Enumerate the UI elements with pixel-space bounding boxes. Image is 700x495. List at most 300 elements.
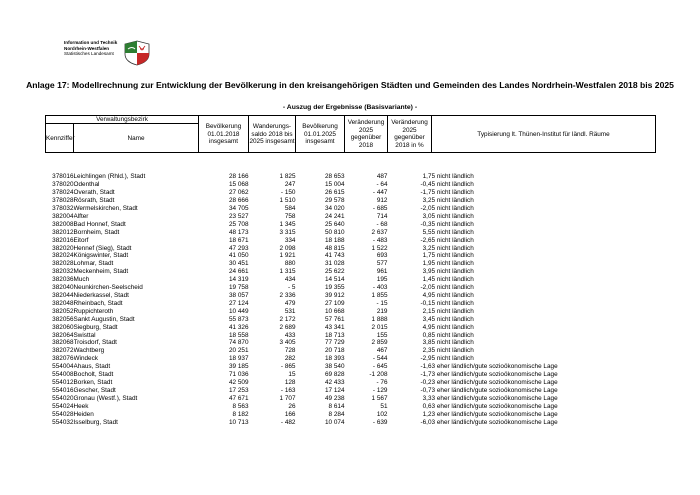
header-bevoelkerung-2025: Bevölkerung 01.01.2025 insgesamt xyxy=(296,116,345,153)
cell-bevoelkerung-2025: 25 622 xyxy=(324,268,345,276)
cell-typisierung: 5 nicht ländlich xyxy=(431,244,474,252)
header-verwaltungsbezirk: Verwaltungsbezirk xyxy=(46,116,199,124)
nrw-crest-icon xyxy=(122,40,152,66)
cell-veraenderung: - 129 xyxy=(372,386,388,394)
cell-bevoelkerung-2025: 8 614 xyxy=(328,402,345,410)
cell-veraenderung: 714 xyxy=(376,212,388,220)
cell-veraenderung-prozent: 4,9 xyxy=(422,292,432,299)
cell-bevoelkerung-2025: 28 653 xyxy=(324,173,345,181)
cell-bevoelkerung-2025: 20 718 xyxy=(324,347,345,355)
cell-wanderungssaldo: 1 315 xyxy=(279,268,296,276)
cell-kennziffer: 382012 xyxy=(52,228,74,236)
cell-veraenderung: 155 xyxy=(376,331,388,339)
page-title: Anlage 17: Modellrechnung zur Entwicklung der Bevölkerung in den kreisangehörigen Städten und Gemeinden des Landes Nordrhein-Westfalen 2018 bis 2025 xyxy=(26,80,674,90)
cell-wanderungssaldo: 166 xyxy=(284,410,296,418)
cell-bevoelkerung-2025: 24 241 xyxy=(324,212,345,220)
cell-veraenderung: 219 xyxy=(376,307,388,315)
table-row xyxy=(46,245,656,253)
cell-veraenderung-prozent: 1,9 xyxy=(422,260,432,268)
cell-bevoelkerung-2025: 27 109 xyxy=(324,299,345,307)
cell-bevoelkerung-2018: 42 509 xyxy=(228,378,249,386)
cell-kennziffer: 554020 xyxy=(52,394,74,402)
cell-typisierung: 5 nicht ländlich xyxy=(431,252,474,260)
cell-name: Heek xyxy=(73,402,89,410)
cell-bevoelkerung-2018: 19 758 xyxy=(228,284,249,292)
cell-kennziffer: 382028 xyxy=(52,260,74,268)
cell-typisierung: 3 eher ländlich/gute sozioökonomische Lage xyxy=(431,363,558,371)
cell-wanderungssaldo: 728 xyxy=(284,347,296,355)
cell-kennziffer: 378024 xyxy=(52,189,74,197)
cell-kennziffer: 382060 xyxy=(52,323,74,331)
cell-name: Niederkassel, Stadt xyxy=(73,292,129,299)
cell-typisierung: 5 nicht ländlich xyxy=(431,355,474,363)
cell-typisierung: 3 eher ländlich/gute sozioökonomische Lage xyxy=(431,371,558,379)
cell-wanderungssaldo: - 5 xyxy=(288,284,296,292)
cell-veraenderung: - 15 xyxy=(376,299,388,307)
cell-bevoelkerung-2018: 30 451 xyxy=(228,260,249,268)
org-line-3: Statistisches Landesamt xyxy=(64,51,114,57)
table-row xyxy=(46,355,656,363)
cell-bevoelkerung-2025: 42 433 xyxy=(324,378,345,386)
cell-name: Windeck xyxy=(73,355,99,363)
cell-kennziffer: 554004 xyxy=(52,363,74,371)
cell-bevoelkerung-2025: 26 615 xyxy=(324,189,345,197)
cell-veraenderung: 195 xyxy=(376,276,388,284)
cell-typisierung: 5 nicht ländlich xyxy=(431,284,474,292)
table-row xyxy=(46,371,656,379)
cell-bevoelkerung-2025: 34 020 xyxy=(324,205,345,213)
cell-bevoelkerung-2025: 49 238 xyxy=(324,394,345,402)
header-logo xyxy=(64,40,152,66)
table-row xyxy=(46,276,656,284)
cell-bevoelkerung-2018: 27 124 xyxy=(228,299,249,307)
cell-veraenderung-prozent: 3,2 xyxy=(422,197,432,205)
cell-typisierung: 5 nicht ländlich xyxy=(431,189,474,197)
cell-veraenderung: 1 567 xyxy=(371,394,388,402)
cell-name: Wermelskirchen, Stadt xyxy=(73,205,138,213)
cell-bevoelkerung-2025: 50 810 xyxy=(324,228,345,236)
cell-kennziffer: 382056 xyxy=(52,315,74,323)
cell-veraenderung: - 68 xyxy=(376,220,388,228)
cell-veraenderung-prozent: -0,1 xyxy=(420,299,432,307)
cell-typisierung: 5 nicht ländlich xyxy=(431,347,474,355)
cell-name: Troisdorf, Stadt xyxy=(73,339,117,347)
cell-bevoelkerung-2018: 8 182 xyxy=(232,410,249,418)
cell-name: Ruppichteroth xyxy=(73,307,114,315)
cell-name: Swisttal xyxy=(73,331,96,339)
org-line-2: Nordrhein-Westfalen xyxy=(64,45,110,51)
cell-wanderungssaldo: 334 xyxy=(284,236,296,244)
cell-veraenderung: 1 522 xyxy=(371,244,388,252)
cell-wanderungssaldo: 3 405 xyxy=(279,339,296,347)
table-row xyxy=(46,237,656,245)
cell-veraenderung-prozent: 0,6 xyxy=(422,402,432,410)
table-row xyxy=(46,268,656,276)
cell-kennziffer: 378032 xyxy=(52,205,74,213)
cell-bevoelkerung-2018: 8 563 xyxy=(232,402,249,410)
cell-name: Siegburg, Stadt xyxy=(73,323,118,331)
table-row xyxy=(46,300,656,308)
cell-typisierung: 3 eher ländlich/gute sozioökonomische Lage xyxy=(431,386,558,394)
cell-wanderungssaldo: 1 510 xyxy=(279,197,296,205)
cell-typisierung: 5 nicht ländlich xyxy=(431,299,474,307)
cell-kennziffer: 378020 xyxy=(52,181,74,189)
cell-typisierung: 5 nicht ländlich xyxy=(431,268,474,276)
cell-bevoelkerung-2018: 28 166 xyxy=(228,173,249,181)
cell-wanderungssaldo: 1 921 xyxy=(279,252,296,260)
cell-veraenderung-prozent: -1,7 xyxy=(420,189,432,197)
cell-name: Königswinter, Stadt xyxy=(73,252,129,260)
cell-kennziffer: 554008 xyxy=(52,371,74,379)
cell-bevoelkerung-2018: 28 666 xyxy=(228,197,249,205)
cell-name: Wachtberg xyxy=(73,347,105,355)
cell-veraenderung: 693 xyxy=(376,252,388,260)
cell-name: Much xyxy=(73,276,90,284)
cell-wanderungssaldo: 880 xyxy=(284,260,296,268)
cell-veraenderung: 912 xyxy=(376,197,388,205)
table-row xyxy=(46,292,656,300)
cell-typisierung: 3 eher ländlich/gute sozioökonomische Lage xyxy=(431,418,558,426)
cell-veraenderung-prozent: 3,0 xyxy=(422,212,432,220)
cell-kennziffer: 382036 xyxy=(52,276,74,284)
cell-typisierung: 5 nicht ländlich xyxy=(431,292,474,299)
cell-wanderungssaldo: 3 315 xyxy=(279,228,296,236)
table-row xyxy=(46,324,656,332)
cell-bevoelkerung-2025: 77 729 xyxy=(324,339,345,347)
table-row xyxy=(46,308,656,316)
header-typisierung: Typisierung lt. Thünen-Institut für ländl. Räume xyxy=(432,116,656,153)
cell-bevoelkerung-2025: 39 912 xyxy=(324,292,345,299)
table-row xyxy=(46,395,656,403)
cell-bevoelkerung-2025: 38 540 xyxy=(324,363,345,371)
cell-bevoelkerung-2018: 34 705 xyxy=(228,205,249,213)
cell-wanderungssaldo: 2 336 xyxy=(279,292,296,299)
cell-veraenderung-prozent: 1,7 xyxy=(422,173,432,181)
cell-veraenderung: 487 xyxy=(376,173,388,181)
cell-veraenderung: 1 855 xyxy=(371,292,388,299)
cell-typisierung: 5 nicht ländlich xyxy=(431,228,474,236)
cell-typisierung: 5 nicht ländlich xyxy=(431,181,474,189)
cell-wanderungssaldo: - 163 xyxy=(280,386,296,394)
cell-bevoelkerung-2018: 10 713 xyxy=(228,418,249,426)
cell-bevoelkerung-2025: 69 828 xyxy=(324,371,345,379)
cell-name: Overath, Stadt xyxy=(73,189,115,197)
cell-wanderungssaldo: 584 xyxy=(284,205,296,213)
cell-name: Gescher, Stadt xyxy=(73,386,116,394)
header-veraenderung: Veränderung 2025 gegenüber 2018 xyxy=(345,116,388,153)
cell-kennziffer: 382032 xyxy=(52,268,74,276)
cell-wanderungssaldo: - 865 xyxy=(280,363,296,371)
table-row xyxy=(46,189,656,197)
cell-veraenderung-prozent: -2,6 xyxy=(420,236,432,244)
cell-kennziffer: 382020 xyxy=(52,244,74,252)
cell-veraenderung: - 403 xyxy=(372,284,388,292)
cell-veraenderung-prozent: 5,5 xyxy=(422,228,432,236)
cell-bevoelkerung-2018: 14 319 xyxy=(228,276,249,284)
cell-bevoelkerung-2018: 24 661 xyxy=(228,268,249,276)
cell-bevoelkerung-2018: 47 671 xyxy=(228,394,249,402)
table-row xyxy=(46,173,656,181)
cell-bevoelkerung-2025: 15 004 xyxy=(324,181,345,189)
cell-name: Sankt Augustin, Stadt xyxy=(73,315,135,323)
table-row xyxy=(46,419,656,427)
cell-wanderungssaldo: 15 xyxy=(288,371,296,379)
cell-kennziffer: 554012 xyxy=(52,378,74,386)
table-row xyxy=(46,379,656,387)
cell-name: Bornheim, Stadt xyxy=(73,228,120,236)
cell-typisierung: 5 nicht ländlich xyxy=(431,276,474,284)
cell-bevoelkerung-2018: 27 062 xyxy=(228,189,249,197)
cell-typisierung: 5 nicht ländlich xyxy=(431,212,474,220)
cell-veraenderung: 2 859 xyxy=(371,339,388,347)
cell-veraenderung-prozent: 4,9 xyxy=(422,323,432,331)
cell-typisierung: 5 nicht ländlich xyxy=(431,260,474,268)
cell-bevoelkerung-2018: 71 036 xyxy=(228,371,249,379)
cell-veraenderung: 2 637 xyxy=(371,228,388,236)
cell-name: Eitorf xyxy=(73,236,89,244)
table-row xyxy=(46,229,656,237)
table-row xyxy=(46,213,656,221)
cell-wanderungssaldo: 247 xyxy=(284,181,296,189)
table-row xyxy=(46,403,656,411)
table-row xyxy=(46,197,656,205)
cell-veraenderung-prozent: 2,3 xyxy=(422,347,432,355)
cell-wanderungssaldo: - 150 xyxy=(280,189,296,197)
cell-name: Gronau (Westf.), Stadt xyxy=(73,394,138,402)
cell-veraenderung-prozent: 3,8 xyxy=(422,339,432,347)
cell-name: Rheinbach, Stadt xyxy=(73,299,123,307)
cell-bevoelkerung-2025: 29 578 xyxy=(324,197,345,205)
cell-veraenderung-prozent: 1,4 xyxy=(422,276,432,284)
organization-name xyxy=(64,40,117,57)
cell-kennziffer: 382072 xyxy=(52,347,74,355)
cell-name: Alfter xyxy=(73,212,89,220)
table-row xyxy=(46,260,656,268)
table-row xyxy=(46,181,656,189)
cell-bevoelkerung-2018: 17 253 xyxy=(228,386,249,394)
header-bevoelkerung-2018: Bevölkerung 01.01.2018 insgesamt xyxy=(199,116,249,153)
cell-typisierung: 5 nicht ländlich xyxy=(431,307,474,315)
cell-bevoelkerung-2018: 41 050 xyxy=(228,252,249,260)
cell-bevoelkerung-2018: 48 173 xyxy=(228,228,249,236)
cell-bevoelkerung-2025: 18 393 xyxy=(324,355,345,363)
cell-veraenderung: - 76 xyxy=(376,378,388,386)
table-row xyxy=(46,205,656,213)
cell-veraenderung: - 685 xyxy=(372,205,388,213)
cell-veraenderung-prozent: 2,1 xyxy=(422,307,432,315)
cell-bevoelkerung-2018: 20 251 xyxy=(228,347,249,355)
cell-bevoelkerung-2018: 47 293 xyxy=(228,244,249,252)
cell-veraenderung: 51 xyxy=(380,402,388,410)
cell-kennziffer: 382024 xyxy=(52,252,74,260)
cell-name: Neunkirchen-Seelscheid xyxy=(73,284,143,292)
table-row xyxy=(46,387,656,395)
cell-wanderungssaldo: 531 xyxy=(284,307,296,315)
cell-kennziffer: 554032 xyxy=(52,418,74,426)
cell-veraenderung: 102 xyxy=(376,410,388,418)
population-table xyxy=(45,115,656,426)
cell-wanderungssaldo: 2 172 xyxy=(279,315,296,323)
cell-bevoelkerung-2025: 8 284 xyxy=(328,410,345,418)
org-line-1: Information und Technik xyxy=(64,40,118,45)
cell-kennziffer: 382052 xyxy=(52,307,74,315)
header-veraenderung-prozent: Veränderung 2025 gegenüber 2018 in % xyxy=(388,116,432,153)
cell-name: Lohmar, Stadt xyxy=(73,260,114,268)
table-row xyxy=(46,284,656,292)
cell-name: Isselburg, Stadt xyxy=(73,418,118,426)
table-row xyxy=(46,339,656,347)
cell-wanderungssaldo: 1 825 xyxy=(279,173,296,181)
cell-veraenderung: - 544 xyxy=(372,355,388,363)
cell-bevoelkerung-2018: 10 449 xyxy=(228,307,249,315)
cell-kennziffer: 378016 xyxy=(52,173,74,181)
cell-kennziffer: 382008 xyxy=(52,220,74,228)
cell-kennziffer: 382016 xyxy=(52,236,74,244)
cell-veraenderung: - 447 xyxy=(372,189,388,197)
cell-bevoelkerung-2025: 19 355 xyxy=(324,284,345,292)
cell-bevoelkerung-2018: 38 057 xyxy=(228,292,249,299)
cell-bevoelkerung-2025: 48 815 xyxy=(324,244,345,252)
cell-veraenderung: - 64 xyxy=(376,181,388,189)
cell-veraenderung: -1 208 xyxy=(369,371,388,379)
cell-veraenderung-prozent: 3,4 xyxy=(422,315,432,323)
cell-veraenderung-prozent: -1,6 xyxy=(420,363,432,371)
cell-bevoelkerung-2018: 18 937 xyxy=(228,355,249,363)
cell-bevoelkerung-2025: 25 640 xyxy=(324,220,345,228)
cell-name: Bocholt, Stadt xyxy=(73,371,114,379)
cell-wanderungssaldo: 26 xyxy=(288,402,296,410)
cell-name: Meckenheim, Stadt xyxy=(73,268,129,276)
cell-bevoelkerung-2025: 10 668 xyxy=(324,307,345,315)
cell-name: Ahaus, Stadt xyxy=(73,363,111,371)
table-row xyxy=(46,347,656,355)
cell-veraenderung: - 639 xyxy=(372,418,388,426)
cell-wanderungssaldo: 1 345 xyxy=(279,220,296,228)
cell-wanderungssaldo: 128 xyxy=(284,378,296,386)
cell-bevoelkerung-2025: 14 514 xyxy=(324,276,345,284)
cell-kennziffer: 382044 xyxy=(52,292,74,299)
cell-bevoelkerung-2018: 55 873 xyxy=(228,315,249,323)
cell-bevoelkerung-2018: 25 708 xyxy=(228,220,249,228)
cell-veraenderung-prozent: 1,7 xyxy=(422,252,432,260)
table-row xyxy=(46,252,656,260)
cell-kennziffer: 378028 xyxy=(52,197,74,205)
cell-bevoelkerung-2018: 41 326 xyxy=(228,323,249,331)
cell-typisierung: 5 nicht ländlich xyxy=(431,331,474,339)
cell-veraenderung: 577 xyxy=(376,260,388,268)
header-kennziffer: Kennziffer xyxy=(46,124,74,153)
cell-wanderungssaldo: 2 098 xyxy=(279,244,296,252)
cell-bevoelkerung-2025: 18 188 xyxy=(324,236,345,244)
cell-bevoelkerung-2025: 43 341 xyxy=(324,323,345,331)
table-row xyxy=(46,316,656,324)
cell-bevoelkerung-2025: 17 124 xyxy=(324,386,345,394)
cell-wanderungssaldo: 282 xyxy=(284,355,296,363)
cell-veraenderung-prozent: 3,3 xyxy=(422,394,432,402)
cell-name: Leichlingen (Rhld.), Stadt xyxy=(73,173,146,181)
cell-bevoelkerung-2025: 10 074 xyxy=(324,418,345,426)
cell-kennziffer: 382076 xyxy=(52,355,74,363)
cell-typisierung: 5 nicht ländlich xyxy=(431,173,474,181)
cell-wanderungssaldo: - 482 xyxy=(280,418,296,426)
cell-name: Odenthal xyxy=(73,181,100,189)
cell-name: Hennef (Sieg), Stadt xyxy=(73,244,132,252)
header-name: Name xyxy=(74,124,199,153)
cell-bevoelkerung-2025: 31 028 xyxy=(324,260,345,268)
cell-veraenderung-prozent: 0,8 xyxy=(422,331,432,339)
cell-bevoelkerung-2018: 18 671 xyxy=(228,236,249,244)
cell-veraenderung-prozent: -0,7 xyxy=(420,386,432,394)
cell-name: Bad Honnef, Stadt xyxy=(73,220,126,228)
cell-bevoelkerung-2025: 18 713 xyxy=(324,331,345,339)
cell-bevoelkerung-2025: 41 743 xyxy=(324,252,345,260)
cell-wanderungssaldo: 758 xyxy=(284,212,296,220)
cell-bevoelkerung-2018: 18 558 xyxy=(228,331,249,339)
cell-kennziffer: 382068 xyxy=(52,339,74,347)
cell-typisierung: 3 eher ländlich/gute sozioökonomische Lage xyxy=(431,394,558,402)
cell-veraenderung: 961 xyxy=(376,268,388,276)
cell-kennziffer: 554016 xyxy=(52,386,74,394)
cell-veraenderung-prozent: 3,9 xyxy=(422,268,432,276)
cell-typisierung: 3 eher ländlich/gute sozioökonomische Lage xyxy=(431,402,558,410)
cell-wanderungssaldo: 479 xyxy=(284,299,296,307)
cell-typisierung: 3 eher ländlich/gute sozioökonomische Lage xyxy=(431,410,558,418)
cell-veraenderung: - 645 xyxy=(372,363,388,371)
cell-veraenderung-prozent: 3,2 xyxy=(422,244,432,252)
cell-typisierung: 5 nicht ländlich xyxy=(431,323,474,331)
cell-veraenderung-prozent: -6,0 xyxy=(420,418,432,426)
cell-typisierung: 5 nicht ländlich xyxy=(431,205,474,213)
cell-bevoelkerung-2025: 57 761 xyxy=(324,315,345,323)
header-wanderungssaldo: Wanderungs-saldo 2018 bis 2025 insgesamt xyxy=(249,116,296,153)
cell-typisierung: 5 nicht ländlich xyxy=(431,339,474,347)
cell-typisierung: 5 nicht ländlich xyxy=(431,315,474,323)
cell-bevoelkerung-2018: 23 527 xyxy=(228,212,249,220)
table-body xyxy=(46,153,656,427)
cell-kennziffer: 554024 xyxy=(52,402,74,410)
cell-bevoelkerung-2018: 39 185 xyxy=(228,363,249,371)
cell-kennziffer: 554028 xyxy=(52,410,74,418)
cell-name: Heiden xyxy=(73,410,94,418)
cell-name: Borken, Stadt xyxy=(73,378,113,386)
cell-kennziffer: 382064 xyxy=(52,331,74,339)
cell-veraenderung-prozent: 1,2 xyxy=(422,410,432,418)
cell-bevoelkerung-2018: 74 870 xyxy=(228,339,249,347)
cell-wanderungssaldo: 433 xyxy=(284,331,296,339)
cell-veraenderung-prozent: -1,7 xyxy=(420,371,432,379)
cell-veraenderung-prozent: -2,0 xyxy=(420,284,432,292)
table-row xyxy=(46,221,656,229)
table-row xyxy=(46,411,656,419)
cell-veraenderung: 2 015 xyxy=(371,323,388,331)
cell-veraenderung: 1 888 xyxy=(371,315,388,323)
cell-typisierung: 5 nicht ländlich xyxy=(431,220,474,228)
table-row xyxy=(46,363,656,371)
cell-wanderungssaldo: 2 689 xyxy=(279,323,296,331)
cell-typisierung: 5 nicht ländlich xyxy=(431,236,474,244)
cell-typisierung: 3 eher ländlich/gute sozioökonomische Lage xyxy=(431,378,558,386)
cell-kennziffer: 382040 xyxy=(52,284,74,292)
cell-veraenderung-prozent: -0,3 xyxy=(420,220,432,228)
cell-kennziffer: 382048 xyxy=(52,299,74,307)
cell-veraenderung-prozent: -2,0 xyxy=(420,205,432,213)
cell-bevoelkerung-2018: 15 068 xyxy=(228,181,249,189)
table-row xyxy=(46,332,656,340)
cell-veraenderung-prozent: -0,4 xyxy=(420,181,432,189)
cell-veraenderung: - 483 xyxy=(372,236,388,244)
cell-kennziffer: 382004 xyxy=(52,212,74,220)
cell-wanderungssaldo: 1 707 xyxy=(279,394,296,402)
